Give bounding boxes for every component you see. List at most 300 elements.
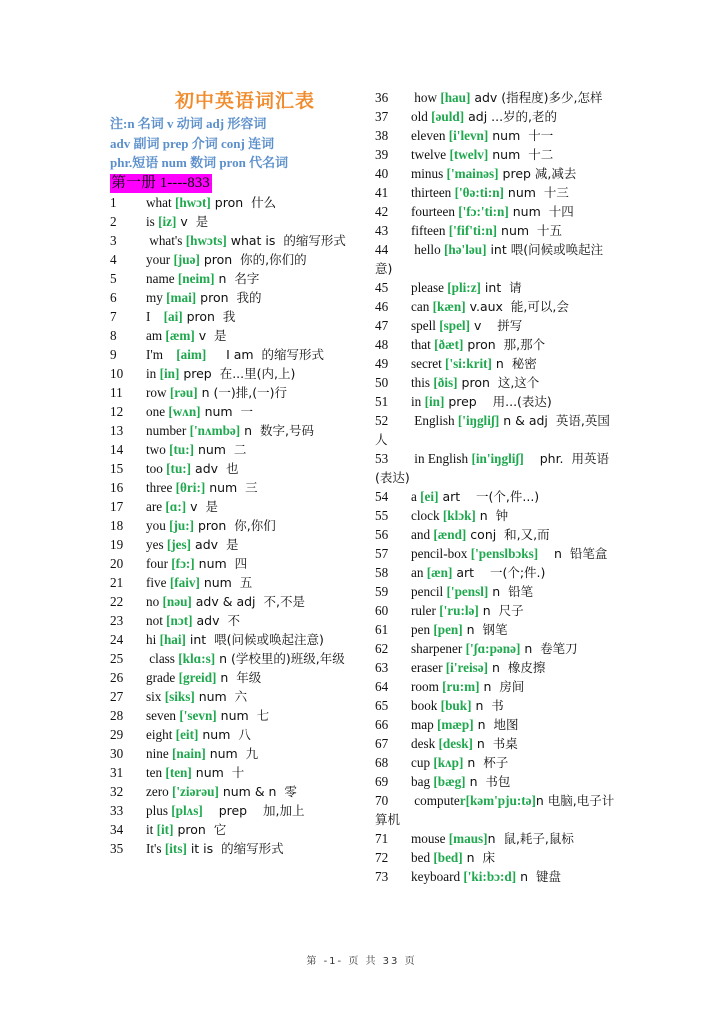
- vocab-entry: [110, 687, 366, 706]
- entry-word: are: [146, 498, 166, 514]
- entry-number: 32: [110, 783, 124, 799]
- entry-phonetic: [greid]: [178, 669, 217, 685]
- entry-word: that: [411, 337, 435, 352]
- vocab-list-right: [375, 88, 617, 886]
- entry-word: grade: [146, 669, 179, 685]
- vocab-entry: [110, 592, 366, 611]
- vocab-entry: [375, 525, 617, 544]
- entry-definition: adj ...岁的,老的: [464, 109, 558, 124]
- entry-number: 8: [110, 327, 117, 343]
- entry-definition: num 二: [193, 441, 247, 457]
- vocab-entry: [375, 620, 617, 639]
- vocab-entry: [375, 734, 617, 753]
- entry-phonetic: [rəu]: [169, 384, 198, 400]
- entry-definition: num 十三: [503, 185, 569, 200]
- entry-definition: n 键盘: [516, 869, 561, 884]
- entry-phonetic: [ðæt]: [434, 337, 464, 352]
- entry-definition: prep 加,加上: [202, 802, 305, 818]
- entry-number: 50: [375, 375, 389, 390]
- entry-phonetic: ['fif'ti:n]: [448, 223, 498, 238]
- entry-phonetic: [klɔk]: [442, 508, 476, 523]
- entry-number: 46: [375, 299, 389, 314]
- entry-phonetic: [in]: [424, 394, 445, 409]
- entry-word: book: [411, 698, 441, 713]
- entry-definition: adv 也: [191, 460, 239, 476]
- entry-phonetic: [hau]: [440, 90, 471, 105]
- entry-word: I: [146, 308, 164, 324]
- entry-word: what: [146, 194, 175, 210]
- entry-definition: v 是: [194, 327, 227, 343]
- entry-phonetic: [iz]: [158, 213, 177, 229]
- vocab-entry: [110, 383, 366, 402]
- entry-definition: n 钢笔: [462, 622, 508, 637]
- entry-number: 12: [110, 403, 124, 419]
- vocab-entry: [375, 145, 617, 164]
- vocab-entry: [110, 839, 366, 858]
- entry-word: minus: [411, 166, 447, 181]
- abbreviation-note-1: 注:n 名词 v 动词 adj 形容词: [110, 116, 267, 131]
- entry-word: please: [411, 280, 448, 295]
- entry-word: am: [146, 327, 166, 343]
- entry-word: it: [146, 821, 157, 837]
- entry-number: 64: [375, 679, 389, 694]
- entry-phonetic: [fɔ:]: [171, 555, 195, 571]
- entry-definition: n (学校里的)班级,年级: [215, 650, 345, 666]
- entry-definition: n 尺子: [478, 603, 524, 618]
- entry-definition: n (一)排,(一)行: [197, 384, 287, 400]
- entry-phonetic: ['ru:lə]: [439, 603, 479, 618]
- entry-number: 26: [110, 669, 124, 685]
- entry-phonetic: [nəu]: [162, 593, 192, 609]
- entry-definition: adv & adj 不,不是: [191, 593, 305, 609]
- vocab-entry: [375, 373, 617, 392]
- vocab-entry: [110, 744, 366, 763]
- entry-number: 51: [375, 394, 389, 409]
- entry-word: room: [411, 679, 443, 694]
- vocab-entry: [110, 478, 366, 497]
- entry-number: 69: [375, 774, 389, 789]
- entry-word: my: [146, 289, 167, 305]
- vocab-entry: [110, 535, 366, 554]
- entry-phonetic: [bed]: [433, 850, 463, 865]
- entry-word: can: [411, 299, 433, 314]
- entry-definition: conj 和,又,而: [466, 527, 550, 542]
- entry-number: 29: [110, 726, 124, 742]
- entry-phonetic: [neim]: [177, 270, 215, 286]
- entry-number: 72: [375, 850, 389, 865]
- entry-definition: prep 在...里(内,上): [179, 365, 296, 381]
- entry-phonetic: [hai]: [159, 631, 186, 647]
- entry-definition: n 年级: [216, 669, 262, 685]
- vocab-entry: [375, 487, 617, 506]
- entry-number: 47: [375, 318, 389, 333]
- entry-word: row: [146, 384, 170, 400]
- entry-definition: pron 什么: [210, 194, 277, 210]
- entry-phonetic: [its]: [164, 840, 187, 856]
- entry-number: 59: [375, 584, 389, 599]
- vocab-entry: [375, 601, 617, 620]
- entry-definition: int 喂(问候或唤起注意): [185, 631, 324, 647]
- entry-phonetic: [eit]: [175, 726, 199, 742]
- entry-definition: n 数字,号码: [240, 422, 314, 438]
- entry-word: pencil-box: [411, 546, 471, 561]
- entry-number: 2: [110, 213, 117, 229]
- vocab-entry: [110, 763, 366, 782]
- entry-number: 44: [375, 242, 389, 257]
- entry-number: 38: [375, 128, 389, 143]
- entry-definition: adv 是: [191, 536, 239, 552]
- entry-definition: num 一: [200, 403, 254, 419]
- entry-phonetic: [tu:]: [169, 441, 194, 457]
- entry-definition: art 一(个;件.): [452, 565, 546, 580]
- entry-number: 33: [110, 802, 124, 818]
- entry-number: 3: [110, 232, 117, 248]
- entry-number: 70: [375, 793, 389, 808]
- entry-phonetic: [kʌp]: [433, 755, 464, 770]
- entry-phonetic: ['ʃɑ:pənə]: [465, 641, 521, 656]
- entry-word: your: [146, 251, 174, 267]
- entry-word: two: [146, 441, 170, 457]
- vocab-entry: [110, 364, 366, 383]
- vocab-entry: [110, 516, 366, 535]
- entry-number: 22: [110, 593, 124, 609]
- entry-phonetic: [pen]: [433, 622, 463, 637]
- entry-word: fifteen: [411, 223, 449, 238]
- vocab-entry: [375, 563, 617, 582]
- entry-number: 65: [375, 698, 389, 713]
- vocab-entry: [375, 544, 617, 563]
- entry-number: 57: [375, 546, 389, 561]
- entry-definition: n 鼠,耗子,鼠标: [487, 831, 574, 846]
- vocab-entry: [110, 782, 366, 801]
- entry-definition: n 名字: [214, 270, 260, 286]
- vocab-entry: [110, 250, 366, 269]
- entry-word: spell: [411, 318, 440, 333]
- entry-number: 35: [110, 840, 124, 856]
- entry-number: 68: [375, 755, 389, 770]
- entry-definition: num & n 零: [218, 783, 297, 799]
- entry-phonetic: [θri:]: [175, 479, 206, 495]
- entry-definition: n 书桌: [472, 736, 518, 751]
- entry-word: bag: [411, 774, 434, 789]
- entry-number: 10: [110, 365, 124, 381]
- entry-number: 40: [375, 166, 389, 181]
- vocab-entry: [375, 791, 617, 829]
- entry-word: hi: [146, 631, 160, 647]
- entry-phonetic: [æn]: [426, 565, 453, 580]
- entry-definition: n 地图: [473, 717, 519, 732]
- entry-number: 61: [375, 622, 389, 637]
- entry-number: 36: [375, 90, 389, 105]
- entry-definition: it is 的缩写形式: [186, 840, 284, 856]
- vocab-entry: [375, 164, 617, 183]
- entry-phonetic: [pli:z]: [447, 280, 481, 295]
- entry-definition: n 秘密: [491, 356, 537, 371]
- entry-word: zero: [146, 783, 172, 799]
- entry-phonetic: ['nʌmbə]: [189, 422, 241, 438]
- entry-number: 34: [110, 821, 124, 837]
- entry-definition: v 是: [186, 498, 218, 514]
- vocab-entry: [110, 725, 366, 744]
- entry-number: 20: [110, 555, 124, 571]
- entry-number: 28: [110, 707, 124, 723]
- entry-definition: pron 我的: [196, 289, 262, 305]
- entry-word: you: [146, 517, 170, 533]
- entry-phonetic: [ɑ:]: [165, 498, 187, 514]
- entry-word: what's: [146, 232, 186, 248]
- entry-definition: num 十四: [508, 204, 574, 219]
- entry-number: 43: [375, 223, 389, 238]
- entry-word: plus: [146, 802, 172, 818]
- entry-word: in: [411, 394, 425, 409]
- entry-phonetic: [nɔt]: [166, 612, 193, 628]
- entry-definition: num 三: [205, 479, 258, 495]
- entry-definition: pron 你的,你们的: [199, 251, 307, 267]
- entry-number: 37: [375, 109, 389, 124]
- vocab-entry: [375, 183, 617, 202]
- entry-word: cup: [411, 755, 434, 770]
- entry-word: three: [146, 479, 176, 495]
- vocab-entry: [375, 582, 617, 601]
- entry-phonetic: [maus]: [448, 831, 488, 846]
- entry-number: 62: [375, 641, 389, 656]
- vocab-entry: [375, 848, 617, 867]
- entry-word: in English: [411, 451, 472, 466]
- entry-number: 49: [375, 356, 389, 371]
- vocab-entry: [110, 649, 366, 668]
- entry-definition: v 是: [176, 213, 209, 229]
- entry-definition: phr. 用英语(表达): [375, 451, 609, 485]
- entry-definition: v 拼写: [470, 318, 523, 333]
- entry-phonetic: [hwɔts]: [185, 232, 227, 248]
- vocab-entry: [110, 611, 366, 630]
- vocab-entry: [375, 297, 617, 316]
- vocab-entry: [110, 573, 366, 592]
- vocab-entry: [375, 677, 617, 696]
- entry-phonetic: [ju:]: [169, 517, 194, 533]
- entry-number: 31: [110, 764, 124, 780]
- entry-word: nine: [146, 745, 173, 761]
- entry-phonetic: [əuld]: [431, 109, 465, 124]
- entry-definition: n 书包: [465, 774, 511, 789]
- entry-word: no: [146, 593, 163, 609]
- entry-number: 73: [375, 869, 389, 884]
- entry-word: four: [146, 555, 172, 571]
- entry-phonetic: [ænd]: [433, 527, 467, 542]
- entry-definition: num 十二: [488, 147, 554, 162]
- vocab-entry: [110, 820, 366, 839]
- entry-number: 18: [110, 517, 124, 533]
- entry-number: 53: [375, 451, 389, 466]
- vocab-entry: [110, 554, 366, 573]
- entry-word: pencil: [411, 584, 447, 599]
- entry-word: this: [411, 375, 434, 390]
- entry-phonetic: [ai]: [163, 308, 183, 324]
- entry-definition: I am 的缩写形式: [206, 346, 325, 362]
- vocab-entry: [375, 449, 617, 487]
- entry-definition: what is 的缩写形式: [226, 232, 346, 248]
- entry-word: class: [146, 650, 179, 666]
- entry-phonetic: [buk]: [440, 698, 472, 713]
- entry-word: six: [146, 688, 165, 704]
- entry-number: 1: [110, 194, 117, 210]
- entry-phonetic: [in]: [159, 365, 180, 381]
- entry-definition: pron 这,这个: [457, 375, 540, 390]
- document-title: 初中英语词汇表: [174, 90, 315, 112]
- abbreviation-note-3: phr.短语 num 数词 pron 代名词: [110, 155, 289, 170]
- entry-phonetic: [nain]: [172, 745, 206, 761]
- entry-word: It's: [146, 840, 165, 856]
- entry-word: I'm: [146, 346, 177, 362]
- entry-word: eight: [146, 726, 176, 742]
- entry-definition: n 橡皮擦: [488, 660, 546, 675]
- entry-number: 39: [375, 147, 389, 162]
- entry-phonetic: [faiv]: [169, 574, 200, 590]
- entry-phonetic: [bæg]: [433, 774, 466, 789]
- entry-phonetic: [hwɔt]: [174, 194, 211, 210]
- entry-definition: adv (指程度)多少,怎样: [470, 90, 603, 105]
- vocab-entry: [375, 696, 617, 715]
- entry-word: twelve: [411, 147, 450, 162]
- entry-definition: num 六: [194, 688, 248, 704]
- entry-phonetic: [wʌn]: [168, 403, 201, 419]
- entry-phonetic: [æm]: [165, 327, 195, 343]
- entry-phonetic: [it]: [156, 821, 174, 837]
- entry-word: an: [411, 565, 427, 580]
- entry-definition: n & adj 英语,英国人: [375, 413, 610, 447]
- entry-word: pen: [411, 622, 434, 637]
- entry-number: 52: [375, 413, 389, 428]
- entry-word: not: [146, 612, 167, 628]
- vocab-entry: [375, 202, 617, 221]
- entry-number: 17: [110, 498, 124, 514]
- entry-word: a: [411, 489, 421, 504]
- entry-definition: pron 它: [173, 821, 227, 837]
- entry-phonetic: [aim]: [176, 346, 207, 362]
- entry-word: in: [146, 365, 160, 381]
- vocab-entry: [375, 316, 617, 335]
- entry-word: eraser: [411, 660, 446, 675]
- entry-word: clock: [411, 508, 443, 523]
- entry-word: old: [411, 109, 432, 124]
- vocab-entry: [375, 126, 617, 145]
- entry-number: 71: [375, 831, 389, 846]
- entry-definition: prep 用...(表达): [444, 394, 552, 409]
- entry-definition: adv 不: [192, 612, 240, 628]
- vocab-entry: [375, 88, 617, 107]
- entry-definition: pron 那,那个: [463, 337, 546, 352]
- entry-definition: n 卷笔刀: [520, 641, 578, 656]
- entry-phonetic: [i'levn]: [448, 128, 489, 143]
- entry-phonetic: [ðis]: [433, 375, 458, 390]
- entry-number: 42: [375, 204, 389, 219]
- entry-number: 54: [375, 489, 389, 504]
- entry-number: 21: [110, 574, 124, 590]
- entry-number: 66: [375, 717, 389, 732]
- entry-phonetic: [spel]: [439, 318, 470, 333]
- entry-phonetic: ['pensl]: [446, 584, 489, 599]
- entry-number: 25: [110, 650, 124, 666]
- entry-phonetic: [jes]: [166, 536, 192, 552]
- vocab-entry: [110, 193, 366, 212]
- vocab-entry: [110, 288, 366, 307]
- entry-phonetic: [juə]: [173, 251, 200, 267]
- entry-word: compute: [411, 793, 460, 808]
- entry-number: 67: [375, 736, 389, 751]
- entry-phonetic: [mai]: [166, 289, 197, 305]
- vocab-entry: [375, 354, 617, 373]
- entry-phonetic: [tu:]: [166, 460, 192, 476]
- entry-definition: v.aux 能,可以,会: [465, 299, 569, 314]
- entry-definition: n 书: [471, 698, 504, 713]
- entry-word: ten: [146, 764, 166, 780]
- entry-phonetic: r[kəm'pju:tə]: [459, 793, 536, 808]
- entry-number: 48: [375, 337, 389, 352]
- entry-definition: num 十五: [497, 223, 563, 238]
- entry-word: yes: [146, 536, 167, 552]
- entry-phonetic: ['iŋgliʃ]: [457, 413, 500, 428]
- entry-number: 6: [110, 289, 117, 305]
- vocab-entry: [375, 107, 617, 126]
- entry-number: 41: [375, 185, 389, 200]
- entry-number: 23: [110, 612, 124, 628]
- vocab-entry: [375, 715, 617, 734]
- entry-number: 9: [110, 346, 117, 362]
- entry-phonetic: ['sevn]: [179, 707, 217, 723]
- vocab-entry: [375, 772, 617, 791]
- entry-number: 7: [110, 308, 117, 324]
- vocab-entry: [375, 658, 617, 677]
- vocab-entry: [110, 326, 366, 345]
- vocab-entry: [110, 630, 366, 649]
- entry-word: too: [146, 460, 167, 476]
- vocab-entry: [375, 753, 617, 772]
- vocab-entry: [375, 411, 617, 449]
- entry-word: one: [146, 403, 169, 419]
- vocab-entry: [110, 421, 366, 440]
- vocab-entry: [375, 278, 617, 297]
- entry-definition: art 一(个,件...): [438, 489, 540, 504]
- vocab-entry: [110, 307, 366, 326]
- vocab-entry: [110, 231, 366, 250]
- vocab-entry: [110, 668, 366, 687]
- entry-definition: prep 减,减去: [498, 166, 577, 181]
- vocab-entry: [110, 212, 366, 231]
- entry-word: sharpener: [411, 641, 466, 656]
- entry-definition: num 四: [194, 555, 248, 571]
- vocab-entry: [110, 459, 366, 478]
- entry-definition: int 喂(问候或唤起注意): [375, 242, 604, 276]
- entry-definition: n 铅笔: [488, 584, 534, 599]
- entry-word: mouse: [411, 831, 449, 846]
- entry-word: fourteen: [411, 204, 459, 219]
- vocab-entry: [110, 801, 366, 820]
- entry-number: 58: [375, 565, 389, 580]
- entry-number: 56: [375, 527, 389, 542]
- vocab-entry: [375, 221, 617, 240]
- entry-word: hello: [411, 242, 444, 257]
- entry-word: eleven: [411, 128, 449, 143]
- entry-number: 16: [110, 479, 124, 495]
- entry-phonetic: [mæp]: [437, 717, 474, 732]
- entry-number: 24: [110, 631, 124, 647]
- entry-number: 13: [110, 422, 124, 438]
- entry-definition: n 电脑,电子计算机: [375, 793, 615, 827]
- entry-phonetic: ['mainəs]: [446, 166, 499, 181]
- entry-phonetic: [kæn]: [432, 299, 466, 314]
- entry-number: 5: [110, 270, 117, 286]
- entry-word: thirteen: [411, 185, 455, 200]
